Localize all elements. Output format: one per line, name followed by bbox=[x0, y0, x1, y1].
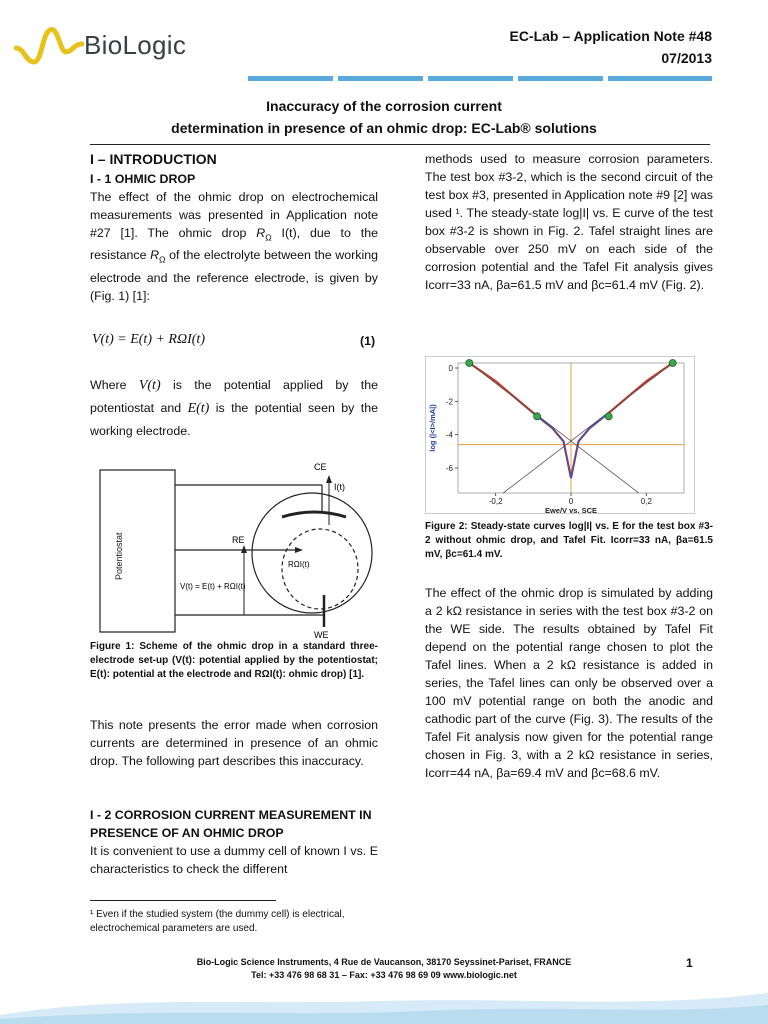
math-e: E(t) bbox=[187, 401, 210, 416]
r-omega-1: $R_\Omega$ bbox=[256, 226, 272, 243]
header-bar bbox=[338, 76, 423, 81]
header-bar bbox=[248, 76, 333, 81]
tafel-marker bbox=[605, 413, 612, 420]
re-label: RE bbox=[232, 535, 245, 545]
paragraph-ohmic-effect: The effect of the ohmic drop is simulated by adding a 2 kΩ resistance in series with the test box #3-2 on the WE side. The results obtained by Tafel Fit depend on the potential range chosen to plot the Tafel lines. When a 2 kΩ resistance is added in series, the Tafel lines can only be observed over a 100 mV potential range on both the anodic and cathodic part of the curve (Fig. 3). The results of the Tafel Fit analysis now given for the potential range chosen in Fig. 3, with a 2 kΩ resistance in series, Icorr=44 nA, βa=69.4 mV and βc=68.6 mV. bbox=[425, 586, 713, 780]
equation-1: V(t) = E(t) + RΩI(t) bbox=[92, 332, 205, 347]
x-tick-label: -0,2 bbox=[488, 497, 503, 506]
paragraph-methods: methods used to measure corrosion parameters. The test box #3-2, which is the second circuit of the test box #3, presented in Application note #9 [2] was used ¹. The steady-state log|I| vs. E curve of the test box #3-2 is shown in Fig. 2. Tafel straight lines are observable over 250 mV on each side of the corrosion potential and the Tafel Fit analysis gives Icorr=33 nA, βa=61.5 mV and βc=61.4 mV (Fig. 2). bbox=[425, 152, 713, 292]
footnote: ¹ Even if the studied system (the dummy cell) is electrical, electrochemical parameters are used. bbox=[90, 909, 345, 934]
y-tick-label: -6 bbox=[445, 464, 453, 473]
figure-2-chart bbox=[426, 357, 694, 513]
text: Where bbox=[90, 378, 139, 392]
text: of the electrolyte between the working electrode and the reference electrode, is given by (Fig. 1) [1]: bbox=[90, 248, 379, 303]
page-number: 1 bbox=[686, 956, 693, 970]
series-tafel_cathodic bbox=[469, 363, 639, 493]
header-bar bbox=[428, 76, 513, 81]
paragraph-dummy-cell: It is convenient to use a dummy cell of known I vs. E characteristics to check the different bbox=[90, 844, 378, 876]
figure-1-diagram bbox=[92, 455, 382, 640]
ce-electrode bbox=[282, 512, 346, 517]
text: I(t), due to the resistance bbox=[90, 226, 378, 263]
logo-text: BioLogic bbox=[84, 30, 187, 60]
series-tafel_anodic bbox=[503, 363, 673, 493]
math-v: V(t) bbox=[138, 378, 161, 393]
section-heading: I – INTRODUCTION bbox=[90, 151, 217, 167]
subsection-heading-2: I - 2 CORROSION CURRENT MEASUREMENT IN PRESENCE OF AN OHMIC DROP bbox=[90, 808, 372, 840]
x-axis-label: Ewe/V vs. SCE bbox=[544, 506, 598, 513]
text: The effect of the ohmic drop on electrochemical measurements was presented in Application note #27 [1]. The ohmic drop bbox=[90, 190, 378, 240]
we-label: WE bbox=[314, 630, 329, 640]
y-axis-label: log (|<I>/mA|) bbox=[428, 404, 437, 452]
header-bar bbox=[518, 76, 603, 81]
footer-contact: Tel: +33 476 98 68 31 – Fax: +33 476 98 69 09 www.biologic.net bbox=[251, 970, 517, 980]
text: is the potential applied by the potentiostat and bbox=[90, 378, 378, 415]
title-line-1: Inaccuracy of the corrosion current bbox=[266, 98, 502, 114]
r-omega-2: $R_\Omega$ bbox=[150, 248, 166, 265]
text: is the potential seen by the working electrode. bbox=[90, 401, 378, 438]
y-tick-label: 0 bbox=[448, 364, 453, 373]
y-tick-label: -4 bbox=[445, 430, 453, 440]
paragraph-where bbox=[90, 374, 378, 443]
footer-address: Bio-Logic Science Instruments, 4 Rue de Vaucanson, 38170 Seyssinet-Pariset, FRANCE bbox=[196, 957, 572, 967]
header-bar bbox=[608, 76, 712, 81]
potentiostat-label: Potentiostat bbox=[114, 532, 124, 580]
app-note-date: 07/2013 bbox=[661, 50, 712, 66]
figure-2-caption: Figure 2: Steady-state curves log|I| vs. E for the test box #3-2 without ohmic drop, and Tafel Fit. Icorr=33 nA, βa=61.5 mV, βc=61.4 mV. bbox=[425, 521, 713, 560]
x-tick-label: 0,2 bbox=[640, 497, 652, 506]
footnote-rule bbox=[90, 900, 276, 901]
left-column bbox=[90, 150, 378, 305]
x-tick-label: 0 bbox=[568, 497, 574, 506]
current-label: I(t) bbox=[334, 482, 345, 492]
biologic-logo-icon bbox=[14, 22, 84, 70]
app-note-label: EC-Lab – Application Note #48 bbox=[509, 28, 712, 44]
figure-2-frame bbox=[425, 356, 695, 514]
tafel-marker bbox=[534, 413, 541, 420]
equation-number: (1) bbox=[360, 334, 376, 348]
fig1-equation: V(t) = E(t) + RΩI(t) bbox=[180, 582, 246, 591]
subsection-heading: I - 1 OHMIC DROP bbox=[90, 172, 196, 186]
tafel-marker bbox=[466, 360, 473, 367]
paragraph-note-presents: This note presents the error made when corrosion currents are determined in presence of an ohmic drop. The following part describes this inaccuracy. bbox=[90, 718, 378, 768]
ce-label: CE bbox=[314, 462, 327, 472]
title-line-2: determination in presence of an ohmic drop: EC-Lab® solutions bbox=[171, 120, 597, 136]
title-rule bbox=[90, 144, 710, 145]
paragraph-ohmic-drop bbox=[90, 188, 378, 305]
figure-1-caption: Figure 1: Scheme of the ohmic drop in a standard three-electrode set-up (V(t): potential applied by the potentiostat; E(t): potential at the electrode and RΩI(t): ohmic drop) [1]. bbox=[90, 641, 378, 680]
tafel-marker bbox=[669, 360, 676, 367]
ohmic-drop-label: RΩI(t) bbox=[288, 560, 310, 569]
y-tick-label: -2 bbox=[445, 397, 453, 407]
double-layer-ellipse bbox=[282, 529, 358, 609]
potentiostat-box bbox=[100, 470, 175, 632]
footer-wave-decoration bbox=[0, 985, 768, 1024]
